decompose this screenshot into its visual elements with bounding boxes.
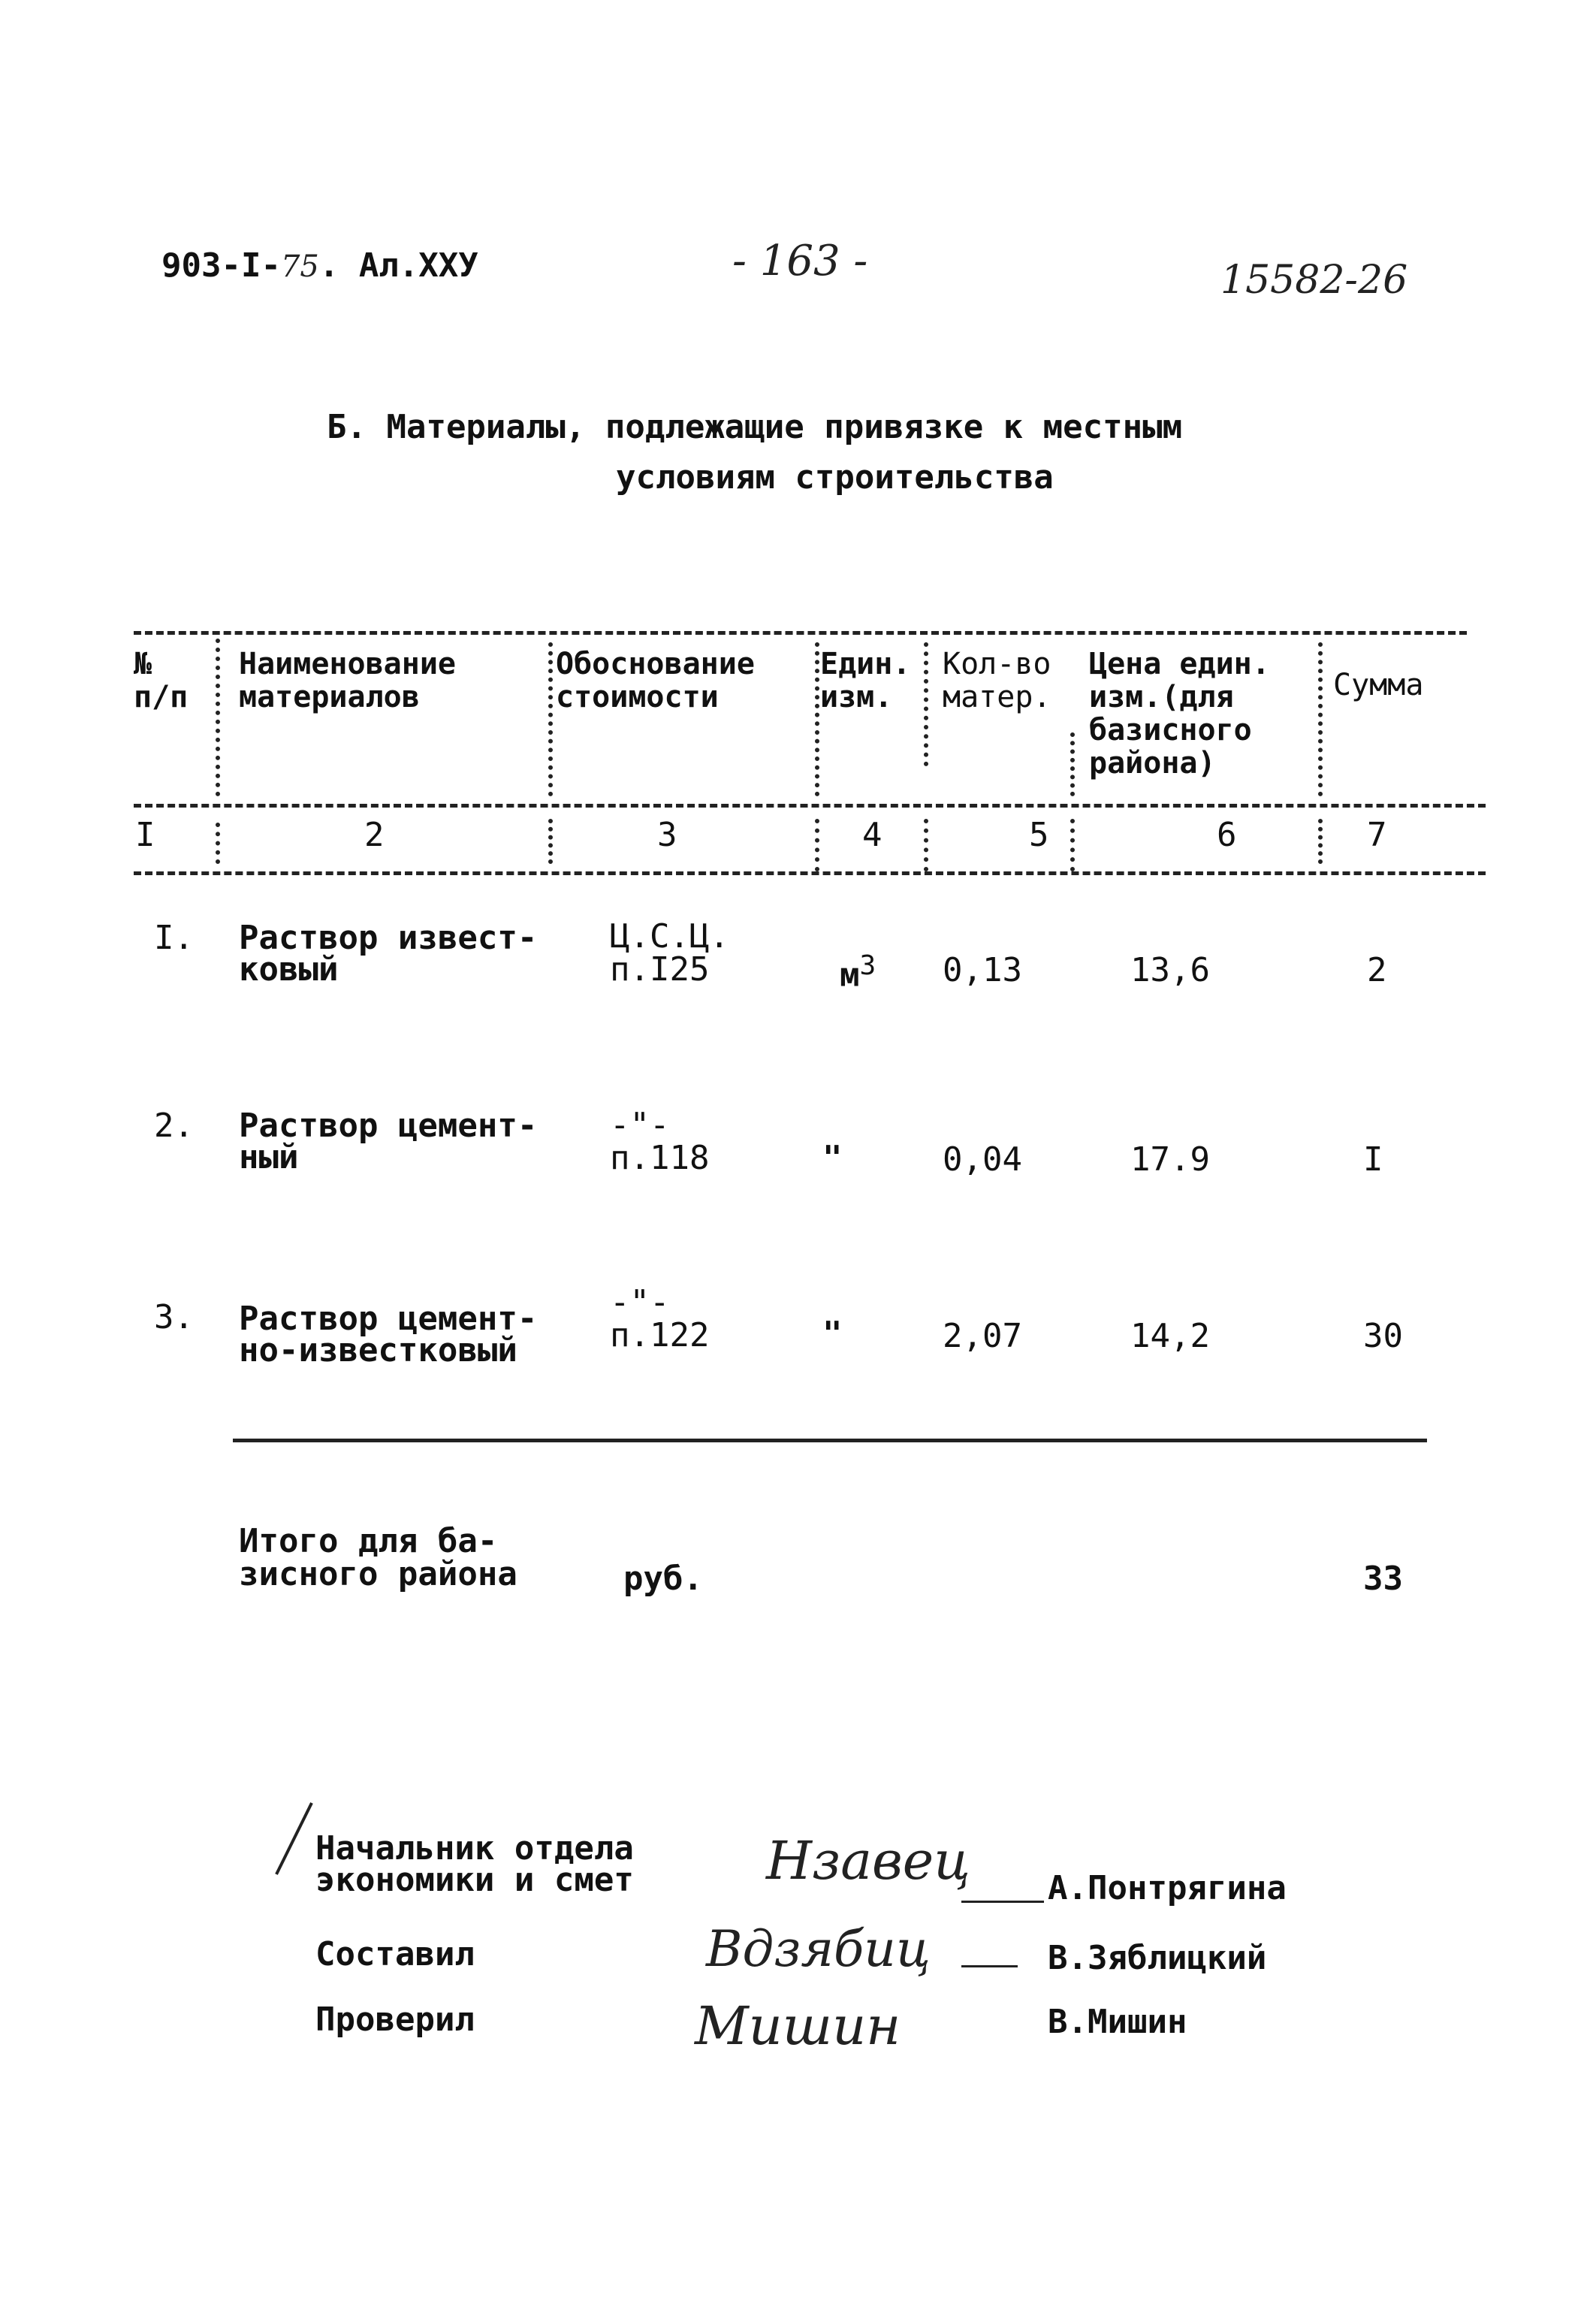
column-divider-4b bbox=[924, 819, 928, 871]
album-reference: . Ал.ХХУ bbox=[318, 246, 478, 285]
column-divider-6 bbox=[1318, 642, 1323, 796]
signature-2-role: Составил bbox=[315, 1935, 475, 1973]
row-3-unit-price: 14,2 bbox=[1130, 1317, 1210, 1355]
row-1-unit-superscript: 3 bbox=[859, 950, 876, 981]
column-divider-2 bbox=[548, 642, 553, 796]
row-2-cost-basis: -"- п.118 bbox=[610, 1106, 710, 1177]
row-1-quantity: 0,13 bbox=[943, 951, 1022, 989]
row-1-material-name: Раствор извест- ковый bbox=[239, 919, 538, 989]
document-code-printed: 903-I- bbox=[161, 246, 281, 285]
row-1-unit-price: 13,6 bbox=[1130, 951, 1210, 989]
column-number-3: 3 bbox=[657, 816, 677, 854]
column-number-5: 5 bbox=[1029, 816, 1049, 854]
row-2-quantity: 0,04 bbox=[943, 1140, 1022, 1179]
signature-2-line bbox=[961, 1965, 1018, 1967]
row-1-sum: 2 bbox=[1367, 951, 1387, 989]
table-header-rule bbox=[134, 804, 1486, 808]
signature-2-name: В.Зяблицкий bbox=[1048, 1939, 1267, 1977]
row-3-cost-basis: -"- п.122 bbox=[610, 1283, 710, 1354]
total-currency: руб. bbox=[623, 1560, 703, 1598]
column-number-1: I bbox=[135, 816, 155, 854]
header-col-5: Кол-во матер. bbox=[943, 647, 1051, 714]
header-col-4: Един. изм. bbox=[820, 647, 911, 714]
row-3-quantity: 2,07 bbox=[943, 1317, 1022, 1355]
signature-1-name: А.Понтрягина bbox=[1048, 1869, 1287, 1907]
header-col-7: Сумма bbox=[1333, 668, 1424, 702]
archive-number: 15582-26 bbox=[1220, 258, 1408, 303]
page-number: - 163 - bbox=[732, 237, 868, 285]
signature-3-handwritten: Мишин bbox=[695, 1995, 901, 2057]
header-col-3: Обоснование стоимости bbox=[556, 647, 755, 714]
column-divider-3 bbox=[815, 642, 819, 796]
column-divider-2b bbox=[548, 819, 553, 864]
total-rule bbox=[233, 1439, 1427, 1442]
header-col-1: № п/п bbox=[134, 647, 189, 714]
row-2-number: 2. bbox=[154, 1107, 194, 1145]
document-code bbox=[161, 248, 478, 285]
row-1-number: I. bbox=[154, 919, 194, 957]
column-number-4: 4 bbox=[862, 816, 882, 854]
header-col-2: Наименование материалов bbox=[239, 647, 456, 714]
signature-3-role: Проверил bbox=[315, 2001, 475, 2039]
section-title-line-2: условиям строительства bbox=[616, 458, 1054, 497]
row-2-sum: I bbox=[1363, 1140, 1383, 1179]
column-divider-4 bbox=[924, 642, 928, 766]
row-3-sum: 30 bbox=[1363, 1317, 1403, 1355]
column-number-2: 2 bbox=[364, 816, 385, 854]
row-3-material-name: Раствор цемент- но-известковый bbox=[239, 1300, 538, 1369]
signature-1-line bbox=[961, 1901, 1044, 1903]
column-divider-6b bbox=[1318, 819, 1323, 864]
signature-2-handwritten: Вдзябиц bbox=[706, 1920, 931, 1978]
column-number-7: 7 bbox=[1367, 816, 1387, 854]
table-column-numbers-rule bbox=[134, 871, 1486, 875]
row-1-cost-basis: Ц.С.Ц. п.I25 bbox=[610, 917, 729, 989]
header-col-6: Цена един. изм.(для базисного района) bbox=[1089, 647, 1270, 781]
row-2-unit-price: 17.9 bbox=[1130, 1140, 1210, 1179]
column-divider-5 bbox=[1070, 732, 1075, 796]
document-code-handwritten: 75 bbox=[280, 249, 319, 284]
column-divider-5b bbox=[1070, 819, 1075, 871]
row-1-unit bbox=[840, 948, 876, 994]
signature-3-name: В.Мишин bbox=[1048, 2003, 1187, 2041]
slash-mark bbox=[270, 1799, 315, 1882]
row-3-number: 3. bbox=[154, 1298, 194, 1336]
table-top-rule bbox=[134, 631, 1467, 635]
signature-1-handwritten: Hзавец bbox=[766, 1830, 970, 1892]
signature-1-role: Начальник отдела экономики и смет bbox=[315, 1829, 634, 1899]
column-number-6: 6 bbox=[1217, 816, 1237, 854]
column-divider-1 bbox=[216, 639, 220, 796]
total-sum: 33 bbox=[1363, 1560, 1403, 1598]
section-title-line-1: Б. Материалы, подлежащие привязке к местным bbox=[327, 408, 1183, 446]
total-label: Итого для ба- зисного района bbox=[239, 1522, 517, 1593]
row-2-unit: " bbox=[822, 1139, 843, 1177]
row-2-material-name: Раствор цемент- ный bbox=[239, 1107, 538, 1176]
column-divider-1b bbox=[216, 823, 220, 864]
column-divider-3b bbox=[815, 819, 819, 871]
row-1-unit-base: м bbox=[840, 956, 860, 995]
row-3-unit: " bbox=[822, 1315, 843, 1353]
